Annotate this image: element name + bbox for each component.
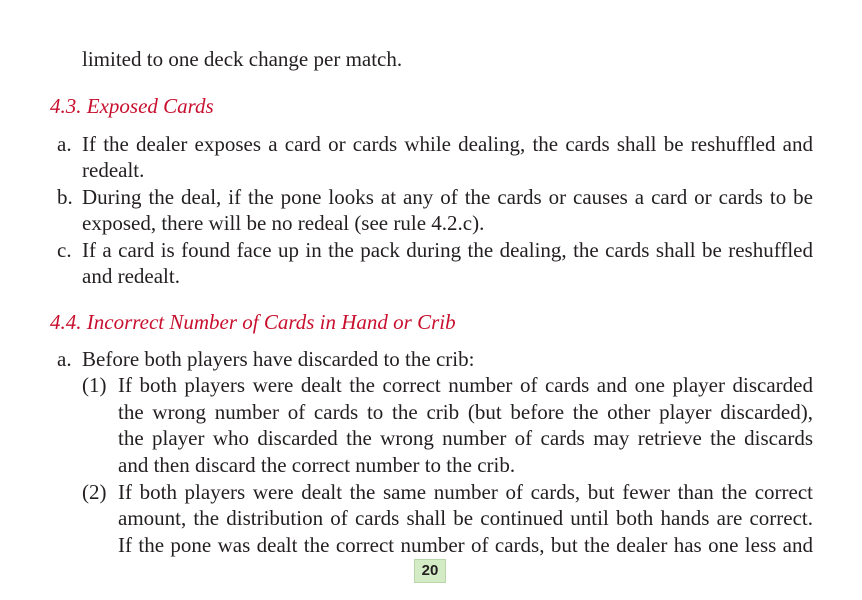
list-item-text: During the deal, if the pone looks at any of the cards or causes a card or cards to be — [82, 185, 813, 209]
intro-line: limited to one deck change per match. — [82, 47, 403, 71]
list-item-label: b. — [57, 185, 73, 209]
section-heading-4-4: 4.4. Incorrect Number of Cards in Hand or Crib — [50, 310, 456, 334]
sublist-item-label: (1) — [82, 373, 107, 397]
list-item-text: If a card is found face up in the pack during the dealing, the cards shall be reshuffled — [82, 238, 813, 262]
list-item-label: a. — [57, 132, 72, 156]
sublist-item-text: amount, the distribution of cards shall be continued until both hands are correct. — [118, 506, 813, 530]
sublist-item-text: If the pone was dealt the correct number of cards, but the dealer has one less and — [118, 533, 813, 557]
list-item-text: If the dealer exposes a card or cards while dealing, the cards shall be reshuffled and — [82, 132, 813, 156]
section-heading-4-3: 4.3. Exposed Cards — [50, 94, 214, 118]
list-item-text: and redealt. — [82, 264, 180, 288]
sublist-item-text: and then discard the correct number to the crib. — [118, 453, 516, 477]
sublist-item-label: (2) — [82, 480, 107, 504]
sublist-item-text: the player who discarded the wrong number of cards may retrieve the discards — [118, 426, 813, 450]
list-item-text: redealt. — [82, 158, 145, 182]
list-item-text: exposed, there will be no redeal (see rule 4.2.c). — [82, 211, 485, 235]
sublist-item-text: If both players were dealt the same number of cards, but fewer than the correct — [118, 480, 813, 504]
page-number: 20 — [414, 559, 446, 583]
list-item-label: c. — [57, 238, 72, 262]
list-item-label: a. — [57, 347, 72, 371]
sublist-item-text: the wrong number of cards to the crib (but before the other player discarded), — [118, 400, 813, 424]
list-item-text: Before both players have discarded to the crib: — [82, 347, 475, 371]
sublist-item-text: If both players were dealt the correct number of cards and one player discarded — [118, 373, 813, 397]
